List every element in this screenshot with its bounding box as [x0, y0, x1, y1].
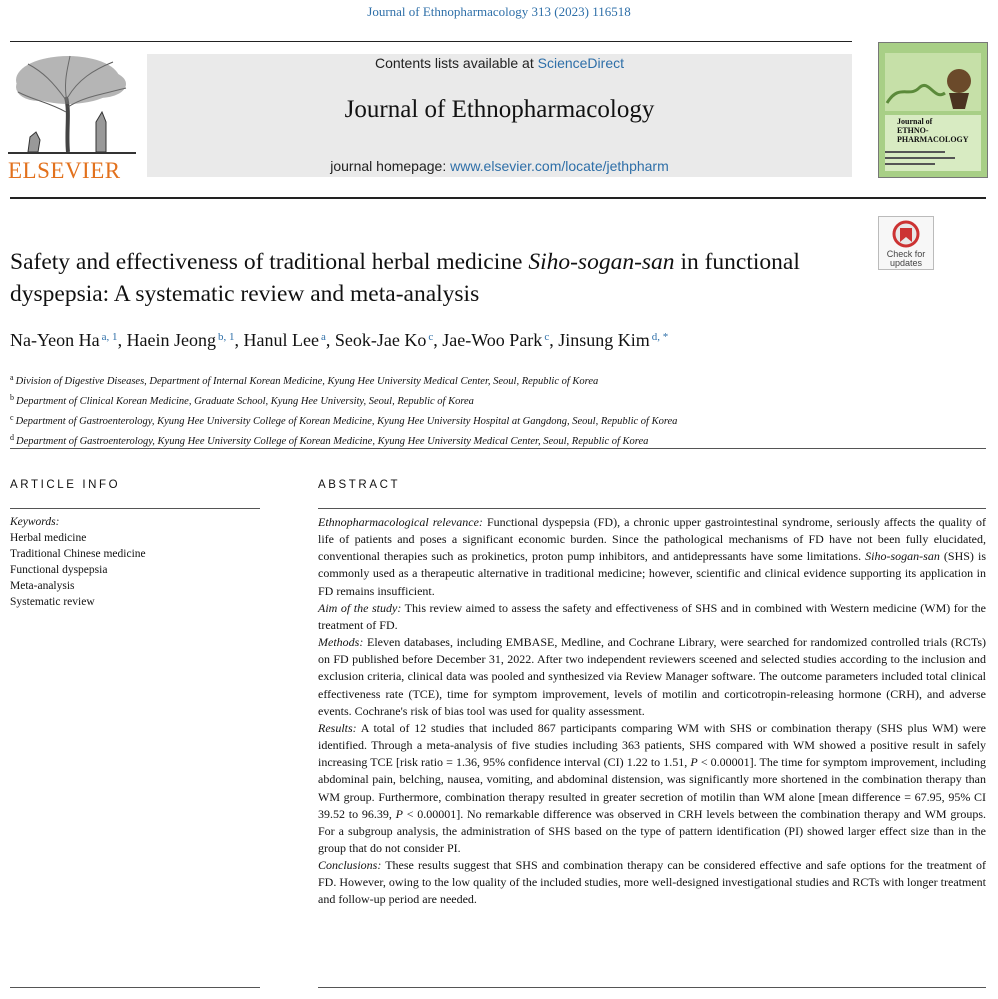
abstract-heading: ABSTRACT	[318, 479, 401, 491]
elsevier-wordmark: ELSEVIER	[8, 158, 121, 183]
affiliation: $^b$ Department of Clinical Korean Medicine, Graduate School, Kyung Hee University, Seoul, Republic of Korea	[10, 393, 474, 407]
keyword: Meta-analysis	[10, 580, 75, 592]
affiliations	[10, 370, 970, 450]
author[interactable]: Haein Jeong $^{b, 1}$	[126, 330, 235, 350]
article-info-heading: ARTICLE INFO	[10, 479, 121, 491]
homepage-link[interactable]: www.elsevier.com/locate/jethpharm	[450, 158, 669, 174]
author[interactable]: Jae-Woo Park $^c$	[442, 330, 550, 350]
article-info-rule	[10, 508, 260, 509]
article-title: Safety and effectiveness of traditional herbal medicine Siho-sogan-san in functional dyspepsia: A systematic review and meta-analysis	[10, 249, 800, 307]
cover-image	[879, 43, 987, 177]
abstract-aim: Aim of the study: This review aimed to assess the safety and effectiveness of SHS and in combined with Western medicine (WM) for the treatment of FD.	[318, 600, 986, 632]
keywords-block	[10, 514, 260, 610]
sciencedirect-link[interactable]: ScienceDirect	[537, 55, 624, 71]
abstract-results: Results: A total of 12 studies that included 867 participants comparing WM with SHS or combination therapy (SHS plus WM) were identified. Through a meta-analysis of five studies including 363 patients, SHS compared with WM showed a positive result in safely increasing TCE [risk ratio = 1.36, 95% confidence interval (CI) 1.22 to 1.51, P < 0.00001]. The time for symptom improvement, including abdominal pain, belching, nausea, vomiting, and abdominal distension, was significantly more shortened in the combination therapy than WM group. Furthermore, combination therapy resulted in greater secretion of motilin than WM alone [mean difference = 67.95, 95% CI 39.52 to 96.39, P < 0.00001]. No remarkable difference was observed in CRH levels between the combination therapy and WM groups. For a subgroup analysis, the administration of SHS based on the type of pattern identification (PI) showed larger effect size than in the group that do not consider PI.	[318, 720, 986, 855]
elsevier-logo[interactable]	[8, 52, 136, 182]
author-list: Na-Yeon Ha $^{a, 1}$, Haein Jeong $^{b, 1}$, Hanul Lee $^a$, Seok-Jae Ko $^c$, Jae-Woo Park $^c$, Jinsung Kim $^{d, *}$	[10, 330, 669, 350]
keyword: Traditional Chinese medicine	[10, 548, 146, 560]
affiliation: $^d$ Department of Gastroenterology, Kyung Hee University College of Korean Medicine, Kyung Hee University Medical Center, Seoul, Republic of Korea	[10, 433, 649, 447]
keywords-label: Keywords:	[10, 516, 60, 528]
journal-banner	[147, 54, 852, 177]
author[interactable]: Hanul Lee $^a$	[243, 330, 326, 350]
check-for-updates-button[interactable]: Check for updates	[878, 216, 934, 270]
banner-rule	[10, 197, 986, 199]
abstract-body	[318, 514, 986, 909]
journal-citation[interactable]: Journal of Ethnopharmacology 313 (2023) 116518	[367, 4, 631, 19]
crossmark-icon	[891, 220, 921, 248]
journal-cover[interactable]	[878, 42, 988, 178]
abstract-relevance: Ethnopharmacological relevance: Functional dyspepsia (FD), a chronic upper gastrointestinal syndrome, seriously affects the quality of life of patients and poses a significant economic burden. Since the pathological mechanisms of FD have not been fully elucidated, conventional therapies such as prokinetics, proton pump inhibitors, and antidepressants have some limitations. Siho-sogan-san (SHS) is commonly used as a therapeutic alternative in traditional medicine; however, scientific and clinical evidence supporting its application in FD remains insufficient.	[318, 515, 986, 598]
abstract-rule	[318, 508, 986, 509]
journal-title: Journal of Ethnopharmacology	[344, 96, 655, 123]
keyword: Herbal medicine	[10, 532, 87, 544]
abstract-conclusions: Conclusions: These results suggest that SHS and combination therapy can be considered effective and safe options for the treatment of FD. However, owing to the low quality of the included studies, more well-designed investigational studies and RCTs with longer treatment and follow-up period are needed.	[318, 858, 986, 907]
section-rule	[10, 448, 986, 449]
author[interactable]: Jinsung Kim $^{d, *}$	[558, 330, 669, 350]
contents-line: Contents lists available at ScienceDirect	[374, 55, 624, 71]
keyword: Functional dyspepsia	[10, 564, 108, 576]
keyword: Systematic review	[10, 596, 95, 608]
abstract-bottom-rule	[318, 987, 986, 988]
header-rule	[10, 41, 852, 42]
author[interactable]: Na-Yeon Ha $^{a, 1}$	[10, 330, 118, 350]
article-info-bottom-rule	[10, 987, 260, 988]
tree-icon	[8, 52, 136, 156]
affiliation: $^a$ Division of Digestive Diseases, Department of Internal Korean Medicine, Kyung Hee University Medical Center, Seoul, Republic of Korea	[10, 373, 599, 387]
cover-title: Journal of ETHNO- PHARMACOLOGY	[897, 117, 969, 144]
homepage-line: journal homepage: www.elsevier.com/locate/jethpharm	[330, 158, 669, 174]
affiliation: $^c$ Department of Gastroenterology, Kyung Hee University College of Korean Medicine, Kyung Hee University Hospital at Gangdong, Seoul, Republic of Korea	[10, 413, 678, 427]
abstract-methods: Methods: Eleven databases, including EMBASE, Medline, and Cochrane Library, were searched for randomized controlled trials (RCTs) on FD published before December 31, 2022. After two independent reviewers sceened and selected studies according to the inclusion and exclusion criteria, clinical data was pooled and synthesized via Review Manager software. The outcome parameters included total clinical effectiveness rate (TCE), time for symptom improvement, levels of motilin and corticotropin-releasing hormone (CRH), and adverse events. Cochrane's risk of bias tool was used for quality assessment.	[318, 635, 986, 718]
author[interactable]: Seok-Jae Ko $^c$	[334, 330, 434, 350]
